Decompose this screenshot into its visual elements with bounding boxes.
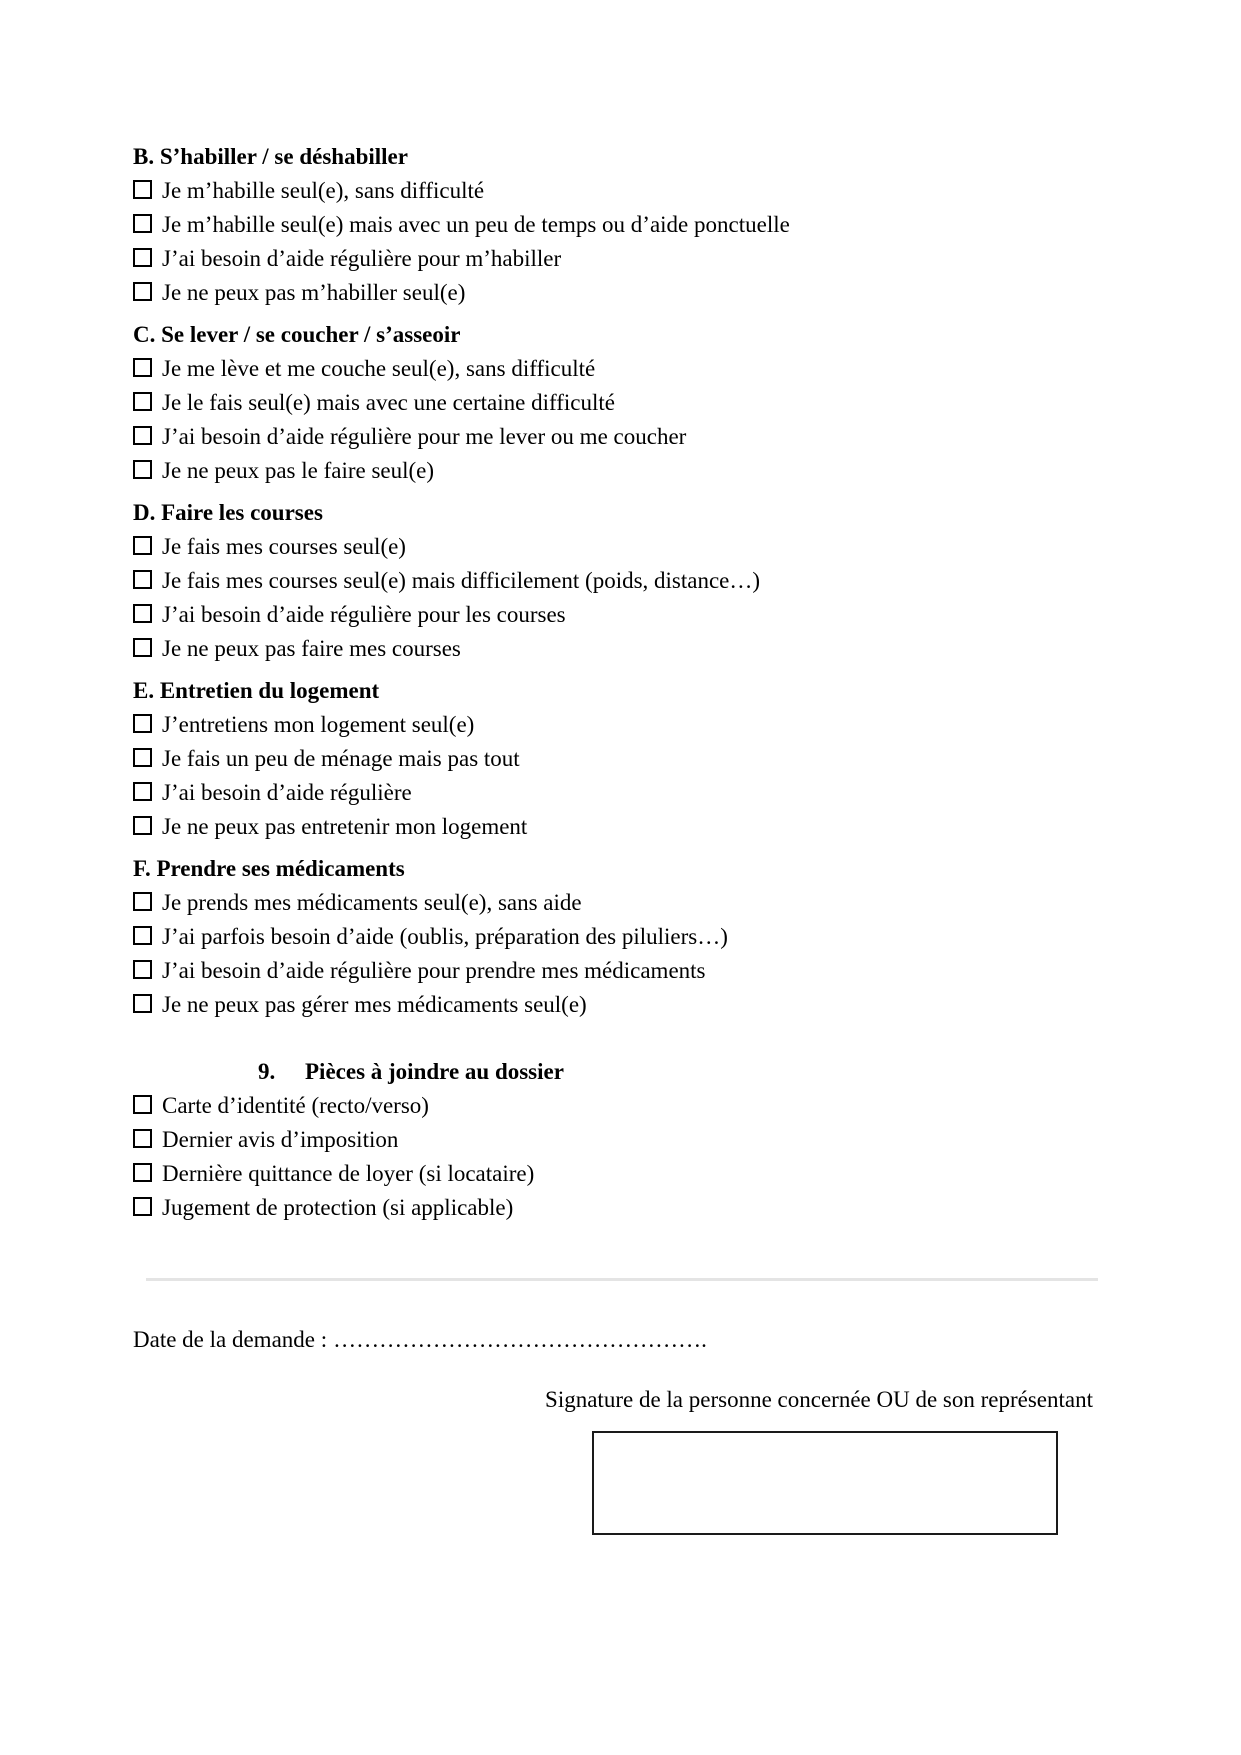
pieces-heading-title: Pièces à joindre au dossier — [305, 1059, 564, 1084]
checkbox-option — [133, 174, 1108, 208]
checkbox-unchecked-icon[interactable] — [133, 536, 152, 555]
checkbox-unchecked-icon[interactable] — [133, 816, 152, 835]
checkbox-option-label: Je ne peux pas m’habiller seul(e) — [162, 280, 466, 305]
checkbox-unchecked-icon[interactable] — [133, 392, 152, 411]
checkbox-unchecked-icon[interactable] — [133, 426, 152, 445]
checkbox-option-label: Je fais un peu de ménage mais pas tout — [162, 746, 520, 771]
checkbox-unchecked-icon[interactable] — [133, 926, 152, 945]
section-divider — [146, 1278, 1098, 1281]
checkbox-option — [133, 454, 1108, 488]
section-c-heading: C. Se lever / se coucher / s’asseoir — [133, 322, 461, 347]
checkbox-unchecked-icon[interactable] — [133, 1129, 152, 1148]
checkbox-option-label: Je ne peux pas entretenir mon logement — [162, 814, 528, 839]
checkbox-unchecked-icon[interactable] — [133, 782, 152, 801]
checkbox-option-label: Carte d’identité (recto/verso) — [162, 1093, 429, 1118]
checkbox-unchecked-icon[interactable] — [133, 892, 152, 911]
checkbox-unchecked-icon[interactable] — [133, 214, 152, 233]
checkbox-option — [133, 776, 1108, 810]
checkbox-option — [133, 276, 1108, 310]
checkbox-option — [133, 1089, 1108, 1123]
checkbox-unchecked-icon[interactable] — [133, 248, 152, 267]
checkbox-option — [133, 1123, 1108, 1157]
checkbox-option-label: Je ne peux pas gérer mes médicaments seul(e) — [162, 992, 587, 1017]
checkbox-unchecked-icon[interactable] — [133, 638, 152, 657]
signature-box[interactable] — [592, 1431, 1058, 1535]
checkbox-option-label: Je fais mes courses seul(e) — [162, 534, 406, 559]
checkbox-unchecked-icon[interactable] — [133, 1095, 152, 1114]
checkbox-option — [133, 208, 1108, 242]
checkbox-option-label: Jugement de protection (si applicable) — [162, 1195, 514, 1220]
checkbox-option-label: J’entretiens mon logement seul(e) — [162, 712, 475, 737]
checkbox-unchecked-icon[interactable] — [133, 282, 152, 301]
checkbox-option-label: Je me lève et me couche seul(e), sans difficulté — [162, 356, 596, 381]
checkbox-option — [133, 1157, 1108, 1191]
checkbox-unchecked-icon[interactable] — [133, 604, 152, 623]
checkbox-unchecked-icon[interactable] — [133, 570, 152, 589]
section-e-heading: E. Entretien du logement — [133, 678, 380, 703]
checkbox-unchecked-icon[interactable] — [133, 748, 152, 767]
date-label: Date de la demande : — [133, 1327, 328, 1352]
checkbox-option-label: J’ai besoin d’aide régulière pour prendre mes médicaments — [162, 958, 706, 983]
checkbox-option-label: J’ai besoin d’aide régulière pour me lever ou me coucher — [162, 424, 687, 449]
checkbox-option — [133, 632, 1108, 666]
section-b-heading: B. S’habiller / se déshabiller — [133, 144, 408, 169]
checkbox-option-label: J’ai besoin d’aide régulière — [162, 780, 412, 805]
checkbox-option-label: Je le fais seul(e) mais avec une certaine difficulté — [162, 390, 615, 415]
checkbox-unchecked-icon[interactable] — [133, 180, 152, 199]
checkbox-option — [133, 420, 1108, 454]
checkbox-option — [133, 352, 1108, 386]
checkbox-option-label: J’ai besoin d’aide régulière pour m’habiller — [162, 246, 562, 271]
checkbox-option-label: J’ai parfois besoin d’aide (oublis, préparation des piluliers…) — [162, 924, 728, 949]
checkbox-unchecked-icon[interactable] — [133, 1197, 152, 1216]
checkbox-option — [133, 386, 1108, 420]
checkbox-unchecked-icon[interactable] — [133, 358, 152, 377]
checkbox-option — [133, 988, 1108, 1022]
checkbox-option-label: Je m’habille seul(e), sans difficulté — [162, 178, 485, 203]
checkbox-unchecked-icon[interactable] — [133, 994, 152, 1013]
date-fill-dots[interactable]: …………………………………………. — [333, 1327, 707, 1352]
checkbox-unchecked-icon[interactable] — [133, 960, 152, 979]
signature-label: Signature de la personne concernée OU de son représentant — [545, 1387, 1093, 1412]
checkbox-option — [133, 920, 1108, 954]
checkbox-option-label: Je prends mes médicaments seul(e), sans aide — [162, 890, 582, 915]
checkbox-unchecked-icon[interactable] — [133, 460, 152, 479]
checkbox-option-label: J’ai besoin d’aide régulière pour les courses — [162, 602, 566, 627]
checkbox-option — [133, 1191, 1108, 1225]
pieces-heading-number: 9. — [258, 1059, 276, 1084]
checkbox-option-label: Je ne peux pas le faire seul(e) — [162, 458, 435, 483]
checkbox-unchecked-icon[interactable] — [133, 714, 152, 733]
checkbox-option-label: Je fais mes courses seul(e) mais difficilement (poids, distance…) — [162, 568, 761, 593]
checkbox-option — [133, 530, 1108, 564]
checkbox-option — [133, 242, 1108, 276]
checkbox-option-label: Dernier avis d’imposition — [162, 1127, 399, 1152]
checkbox-option — [133, 742, 1108, 776]
checkbox-option-label: Je m’habille seul(e) mais avec un peu de temps ou d’aide ponctuelle — [162, 212, 790, 237]
checkbox-option-label: Je ne peux pas faire mes courses — [162, 636, 461, 661]
checkbox-option — [133, 708, 1108, 742]
checkbox-option — [133, 598, 1108, 632]
checkbox-option — [133, 954, 1108, 988]
section-f-heading: F. Prendre ses médicaments — [133, 856, 405, 881]
checkbox-option — [133, 886, 1108, 920]
section-d-heading: D. Faire les courses — [133, 500, 323, 525]
checkbox-option-label: Dernière quittance de loyer (si locataire) — [162, 1161, 535, 1186]
pieces-section-heading — [133, 1055, 1108, 1089]
date-request-line — [133, 1323, 1108, 1357]
checkbox-unchecked-icon[interactable] — [133, 1163, 152, 1182]
checkbox-option — [133, 564, 1108, 598]
checkbox-option — [133, 810, 1108, 844]
